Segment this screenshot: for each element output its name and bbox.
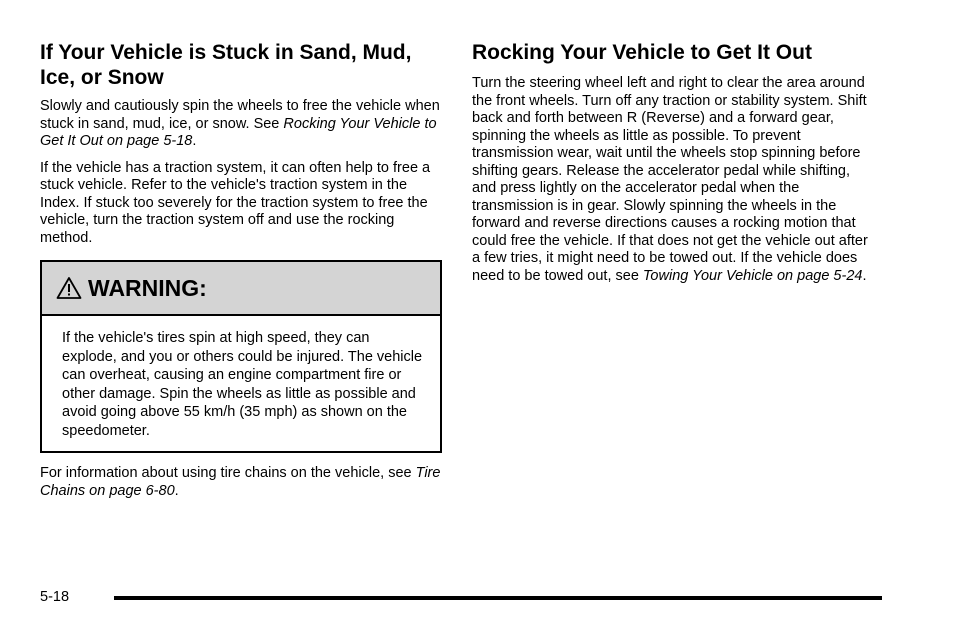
paragraph-traction-system: If the vehicle has a traction system, it can often help to free a stuck vehicle. Refer to the vehicle's traction system in the Index. If stuck too severely for the traction system to free the vehicle, turn the traction system off and use the rocking method. <box>40 159 431 246</box>
cross-reference-rocking[interactable]: Rocking Your Vehicle to Get It Out on page 5-18 <box>40 115 437 149</box>
section-heading-rocking: Rocking Your Vehicle to Get It Out <box>472 41 812 64</box>
left-column <box>40 40 442 247</box>
section-heading-stuck: If Your Vehicle is Stuck in Sand, Mud, Ice, or Snow <box>40 41 412 89</box>
cross-reference-towing[interactable]: Towing Your Vehicle on page 5-24 <box>642 267 863 284</box>
warning-text: If the vehicle's tires spin at high speed, they can explode, and you or others could be injured. The vehicle can overheat, causing an engine compartment fire or other damage. Spin the wheels as little as possible and avoid going above 55 km/h (35 mph) as shown on the speedometer. <box>62 330 423 439</box>
right-column <box>472 40 877 285</box>
warning-header <box>42 262 440 316</box>
paragraph-spin-wheels: Slowly and cautiously spin the wheels to free the vehicle when stuck in sand, mud, ice, or snow. See Rocking Your Vehicle to Get It Out on page 5-18. <box>40 98 440 149</box>
cross-reference-tire-chains[interactable]: Tire Chains on page 6-80 <box>40 465 441 499</box>
paragraph-rocking-instructions: Turn the steering wheel left and right to clear the area around the front wheels. Turn off any traction or stability system. Shift back and forth between R (Reverse) and a forward gear, spinning the wheels as little as possible. To prevent transmission wear, wait until the wheels stop spinning before shifting gears. Release the accelerator pedal while shifting, and press lightly on the accelerator pedal when the transmission is in gear. Slowly spinning the wheels in the forward and reverse directions causes a rocking motion that could free the vehicle. If that does not get the vehicle out after a few tries, it might need to be towed out. If the vehicle does need to be towed out, see Towing Your Vehicle on page 5-24. <box>472 75 868 284</box>
paragraph-tire-chains: For information about using tire chains on the vehicle, see Tire Chains on page 6-80. <box>40 465 441 499</box>
warning-triangle-icon <box>56 276 82 300</box>
warning-box <box>40 260 442 453</box>
page-number: 5-18 <box>40 589 70 605</box>
footer-rule <box>114 596 882 600</box>
warning-title: WARNING: <box>88 274 207 301</box>
